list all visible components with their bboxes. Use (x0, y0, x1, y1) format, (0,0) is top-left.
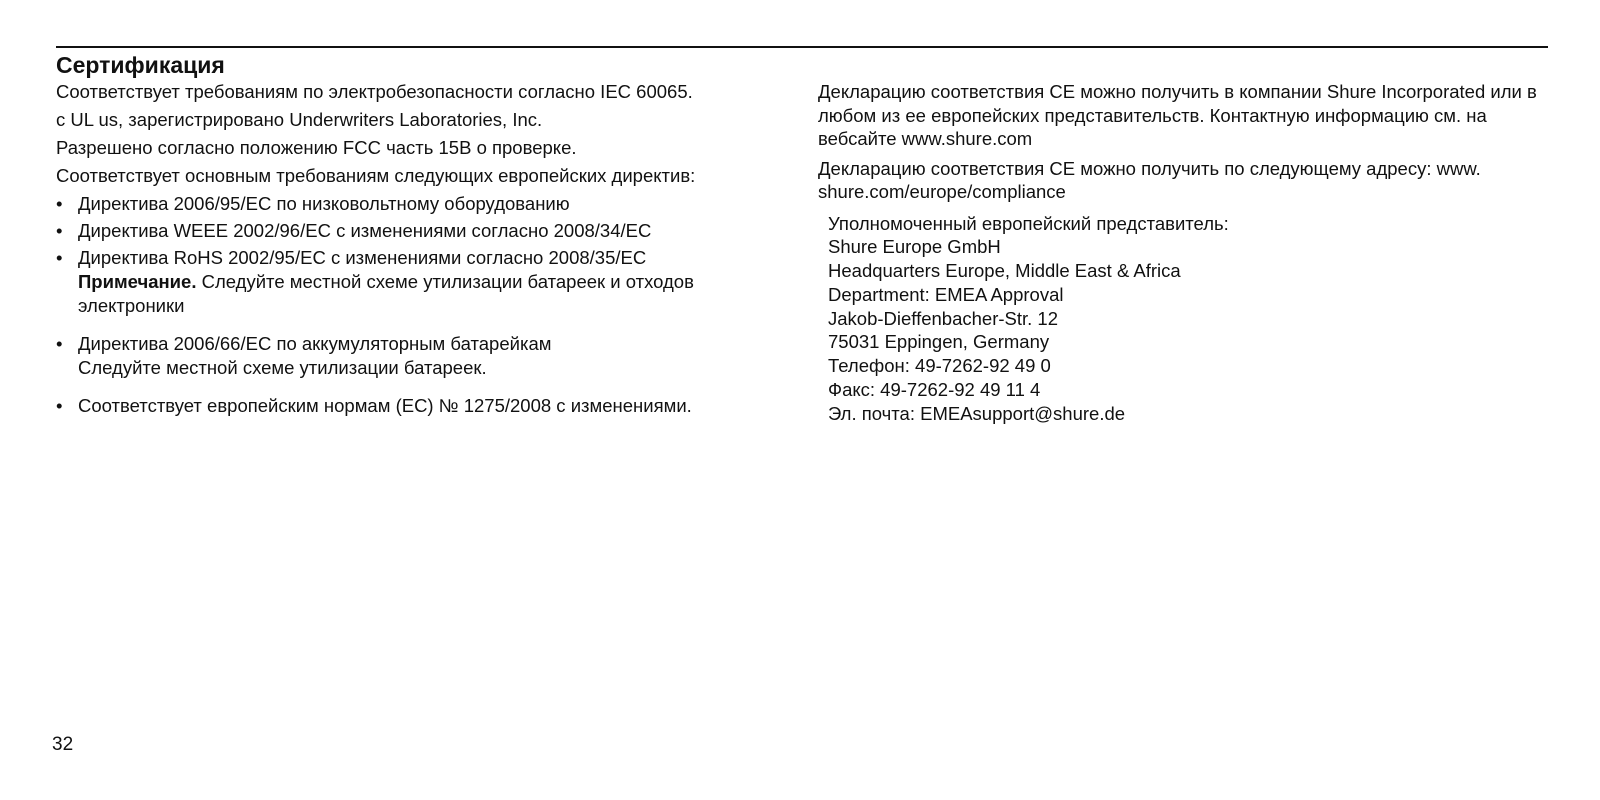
fax-line: Факс: 49-7262-92 49 11 4 (828, 379, 1041, 401)
note-text: Следуйте местной схеме утилизации батареек и отходов электроники (78, 271, 694, 316)
ce-declaration-paragraph: Декларацию соответствия CE можно получить в компании Shure Incorporated или в любом из ее европейских представительств. Контактную информацию см. на вебсайте www.shure.com (818, 81, 1537, 149)
list-item-text: Соответствует европейским нормам (EC) № 1275/2008 с изменениями. (78, 395, 692, 416)
list-item (56, 192, 756, 216)
phone-line: Телефон: 49-7262-92 49 0 (828, 355, 1051, 377)
address-line: Уполномоченный европейский представитель: (828, 212, 1229, 234)
bullet-icon: • (56, 395, 63, 416)
address-line: Department: EMEA Approval (828, 283, 1064, 305)
paragraph-fcc: Разрешено согласно положению FCC часть 15B о проверке. (56, 137, 577, 158)
directives-list (56, 192, 756, 418)
paragraph-directives-intro: Соответствует основным требованиям следующих европейских директив: (56, 165, 696, 186)
bullet-icon: • (56, 333, 63, 354)
list-item-text: Директива 2006/95/EC по низковольтному оборудованию (78, 193, 570, 214)
note-label: Примечание. (78, 271, 197, 292)
list-item (56, 394, 756, 418)
right-column (818, 80, 1543, 426)
ce-declaration-address-paragraph: Декларацию соответствия CE можно получить по следующему адресу: www. shure.com/europe/compliance (818, 157, 1481, 202)
bullet-icon: • (56, 193, 63, 214)
address-block (828, 212, 1543, 426)
page-number: 32 (52, 734, 74, 755)
battery-note: Следуйте местной схеме утилизации батареек. (78, 357, 487, 378)
list-item-text: Директива 2006/66/EC по аккумуляторным батарейкам (78, 333, 552, 354)
paragraph-ul: с UL us, зарегистрировано Underwriters Laboratories, Inc. (56, 109, 543, 130)
list-item-text: Директива WEEE 2002/96/EC с изменениями согласно 2008/34/EC (78, 220, 652, 241)
list-item (56, 219, 756, 243)
address-line: Shure Europe GmbH (828, 236, 1001, 258)
left-column (56, 80, 756, 421)
paragraph-iec: Соответствует требованиям по электробезопасности согласно IEC 60065. (56, 81, 693, 102)
page-title: Сертификация (56, 52, 225, 78)
list-item (56, 246, 756, 318)
bullet-icon: • (56, 220, 63, 241)
list-item-text: Директива RoHS 2002/95/EC с изменениями согласно 2008/35/EC (78, 247, 647, 268)
list-item (56, 332, 756, 380)
note (78, 270, 756, 318)
address-line: Headquarters Europe, Middle East & Africa (828, 260, 1181, 282)
bullet-icon: • (56, 247, 63, 268)
email-line: Эл. почта: EMEAsupport@shure.de (828, 402, 1126, 424)
address-line: 75031 Eppingen, Germany (828, 331, 1050, 353)
address-line: Jakob-Dieffenbacher-Str. 12 (828, 307, 1059, 329)
top-rule (56, 46, 1548, 48)
